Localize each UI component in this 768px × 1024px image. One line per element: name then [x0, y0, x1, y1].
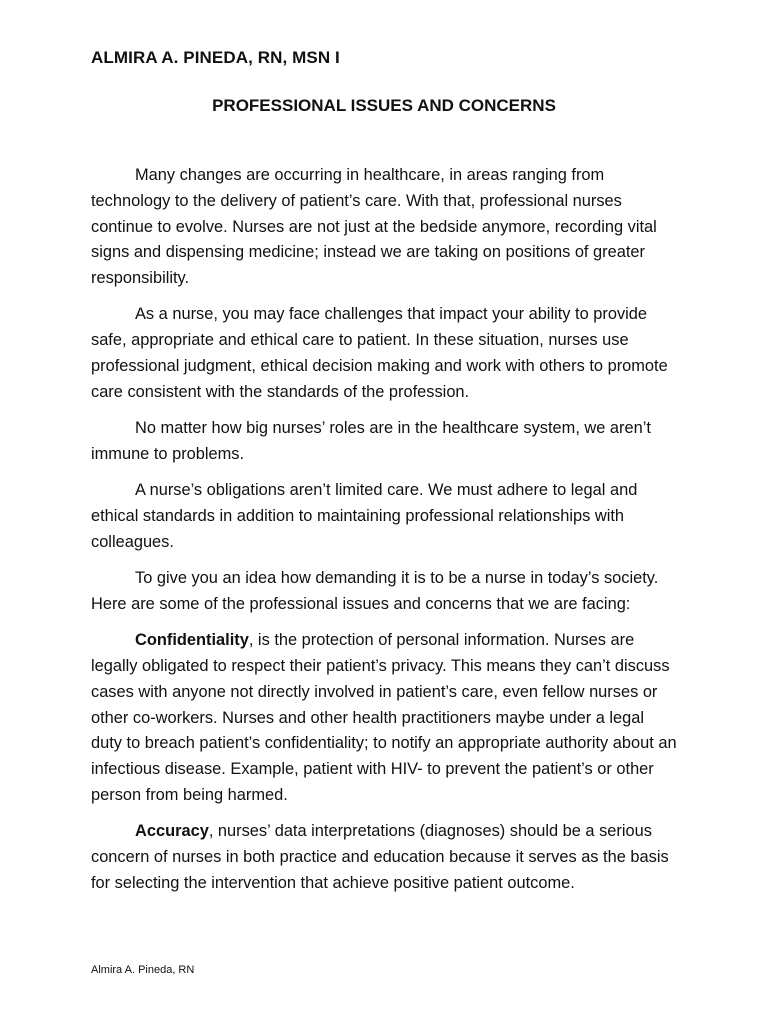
paragraph-text: No matter how big nurses’ roles are in the healthcare system, we aren’t immune to problems.: [91, 419, 651, 463]
paragraph-text: , is the protection of personal information. Nurses are legally obligated to respect their patient’s privacy. This means they can’t discuss cases with anyone not directly involved in patient’s care, even fellow nurses or other co-workers. Nurses and other health practitioners maybe under a legal duty to breach patient’s confidentiality; to notify an appropriate authority about an infectious disease. Example, patient with HIV- to prevent the patient’s or other person from being harmed.: [91, 631, 677, 805]
paragraph-text: , nurses’ data interpretations (diagnoses) should be a serious concern of nurses in both practice and education because it serves as the basis for selecting the intervention that achieve positive patient outcome.: [91, 822, 669, 892]
paragraph-text: A nurse’s obligations aren’t limited care. We must adhere to legal and ethical standards in addition to maintaining professional relationships with colleagues.: [91, 481, 638, 551]
paragraph-obligations: [91, 478, 679, 555]
term-confidentiality: Confidentiality: [135, 631, 249, 650]
paragraph-challenges: [91, 302, 679, 405]
paragraph-text: Many changes are occurring in healthcare, in areas ranging from technology to the delivery of patient’s care. With that, professional nurses continue to evolve. Nurses are not just at the bedside anymore, recording vital signs and dispensing medicine; instead we are taking on positions of greater responsibility.: [91, 166, 657, 288]
page-footer: Almira A. Pineda, RN: [91, 964, 195, 976]
paragraph-issues-intro: [91, 566, 679, 618]
document-body: [91, 163, 679, 907]
page-title: PROFESSIONAL ISSUES AND CONCERNS: [212, 96, 556, 115]
author-header: ALMIRA A. PINEDA, RN, MSN I: [91, 48, 340, 67]
paragraph-confidentiality: [91, 628, 679, 809]
term-accuracy: Accuracy: [135, 822, 209, 841]
paragraph-intro: [91, 163, 679, 292]
paragraph-roles: [91, 416, 679, 468]
paragraph-accuracy: [91, 819, 679, 896]
paragraph-text: As a nurse, you may face challenges that impact your ability to provide safe, appropriate and ethical care to patient. In these situation, nurses use professional judgment, ethical decision making and work with others to promote care consistent with the standards of the profession.: [91, 305, 668, 401]
paragraph-text: To give you an idea how demanding it is to be a nurse in today’s society. Here are some of the professional issues and concerns that we are facing:: [91, 569, 659, 613]
